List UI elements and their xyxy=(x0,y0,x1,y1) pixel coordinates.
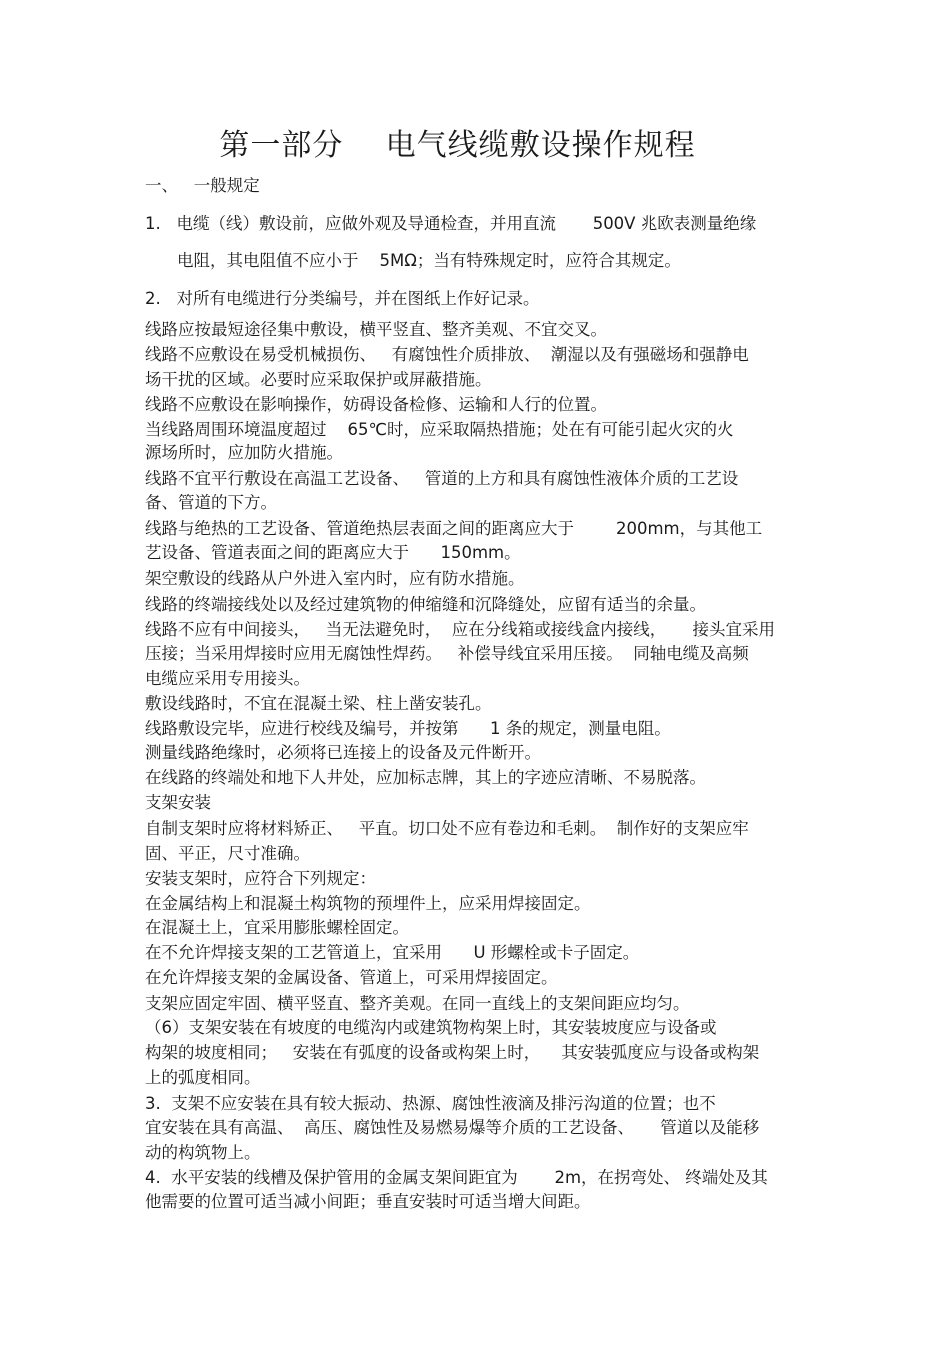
body-line: 备、管道的下方。 xyxy=(145,493,277,512)
body-line: 安装支架时，应符合下列规定： xyxy=(145,869,376,888)
body-line: 当线路周围环境温度超过 65℃时，应采取隔热措施；处在有可能引起火灾的火 xyxy=(145,420,734,439)
body-line: 1. 电缆（线）敷设前，应做外观及导通检查，并用直流 500V 兆欧表测量绝缘 xyxy=(145,214,757,233)
body-line: 2. 对所有电缆进行分类编号，并在图纸上作好记录。 xyxy=(145,289,540,308)
body-line: 在不允许焊接支架的工艺管道上，宜采用 U 形螺栓或卡子固定。 xyxy=(145,943,640,962)
body-line: 在金属结构上和混凝土构筑物的预埋件上，应采用焊接固定。 xyxy=(145,894,591,913)
body-line: 上的弧度相同。 xyxy=(145,1068,261,1087)
body-line: 源场所时，应加防火措施。 xyxy=(145,443,343,462)
body-line: 他需要的位置可适当减小间距；垂直安装时可适当增大间距。 xyxy=(145,1192,591,1211)
body-line: 支架安装 xyxy=(145,793,211,812)
body-line: 动的构筑物上。 xyxy=(145,1143,261,1162)
body-line: 支架应固定牢固、横平竖直、整齐美观。在同一直线上的支架间距应均匀。 xyxy=(145,994,690,1013)
body-line: 电缆应采用专用接头。 xyxy=(145,669,310,688)
body-line: 宜安装在具有高温、 高压、腐蚀性及易燃易爆等介质的工艺设备、 管道以及能移 xyxy=(145,1118,760,1137)
body-line: 线路不应敷设在影响操作，妨碍设备检修、运输和人行的位置。 xyxy=(145,395,607,414)
body-line: 线路敷设完毕，应进行校线及编号，并按第 1 条的规定，测量电阻。 xyxy=(145,719,671,738)
body-line: 线路不应有中间接头， 当无法避免时， 应在分线箱或接线盒内接线， 接头宜采用 xyxy=(145,620,775,639)
body-line: 线路不宜平行敷设在高温工艺设备、 管道的上方和具有腐蚀性液体介质的工艺设 xyxy=(145,469,739,488)
body-line: 艺设备、管道表面之间的距离应大于 150mm。 xyxy=(145,543,521,562)
body-line: 在允许焊接支架的金属设备、管道上，可采用焊接固定。 xyxy=(145,968,558,987)
body-line: 敷设线路时，不宜在混凝土梁、柱上凿安装孔。 xyxy=(145,694,492,713)
body-line: 场干扰的区域。必要时应采取保护或屏蔽措施。 xyxy=(145,370,492,389)
body-line: 线路不应敷设在易受机械损伤、 有腐蚀性介质排放、 潮湿以及有强磁场和强静电 xyxy=(145,345,749,364)
body-line: 线路应按最短途径集中敷设，横平竖直、整齐美观、不宜交叉。 xyxy=(145,320,607,339)
body-line: 架空敷设的线路从户外进入室内时，应有防水措施。 xyxy=(145,569,525,588)
body-line: 在混凝土上，宜采用膨胀螺栓固定。 xyxy=(145,918,409,937)
body-line: 线路与绝热的工艺设备、管道绝热层表面之间的距离应大于 200mm，与其他工 xyxy=(145,519,763,538)
body-line: 3. 支架不应安装在具有较大振动、热源、腐蚀性液滴及排污沟道的位置；也不 xyxy=(145,1094,716,1113)
document-title: 第一部分 电气线缆敷设操作规程 xyxy=(219,128,696,163)
body-line: 测量线路绝缘时，必须将已连接上的设备及元件断开。 xyxy=(145,743,541,762)
body-line: 在线路的终端处和地下人井处，应加标志牌，其上的字迹应清晰、不易脱落。 xyxy=(145,768,706,787)
body-line: 构架的坡度相同； 安装在有弧度的设备或构架上时， 其安装弧度应与设备或构架 xyxy=(145,1043,760,1062)
body-line: 线路的终端接线处以及经过建筑物的伸缩缝和沉降缝处，应留有适当的余量。 xyxy=(145,595,706,614)
body-line: （6）支架安装在有坡度的电缆沟内或建筑物构架上时，其安装坡度应与设备或 xyxy=(145,1018,717,1037)
section-heading: 一、 一般规定 xyxy=(145,176,260,195)
body-line: 固、平正，尺寸准确。 xyxy=(145,844,310,863)
body-line: 电阻，其电阻值不应小于 5MΩ；当有特殊规定时，应符合其规定。 xyxy=(177,251,681,270)
body-line: 压接；当采用焊接时应用无腐蚀性焊药。 补偿导线宜采用压接。 同轴电缆及高频 xyxy=(145,644,749,663)
body-line: 自制支架时应将材料矫正、 平直。切口处不应有卷边和毛刺。 制作好的支架应牢 xyxy=(145,819,749,838)
body-line: 4. 水平安装的线槽及保护管用的金属支架间距宜为 2m，在拐弯处、 终端处及其 xyxy=(145,1168,768,1187)
